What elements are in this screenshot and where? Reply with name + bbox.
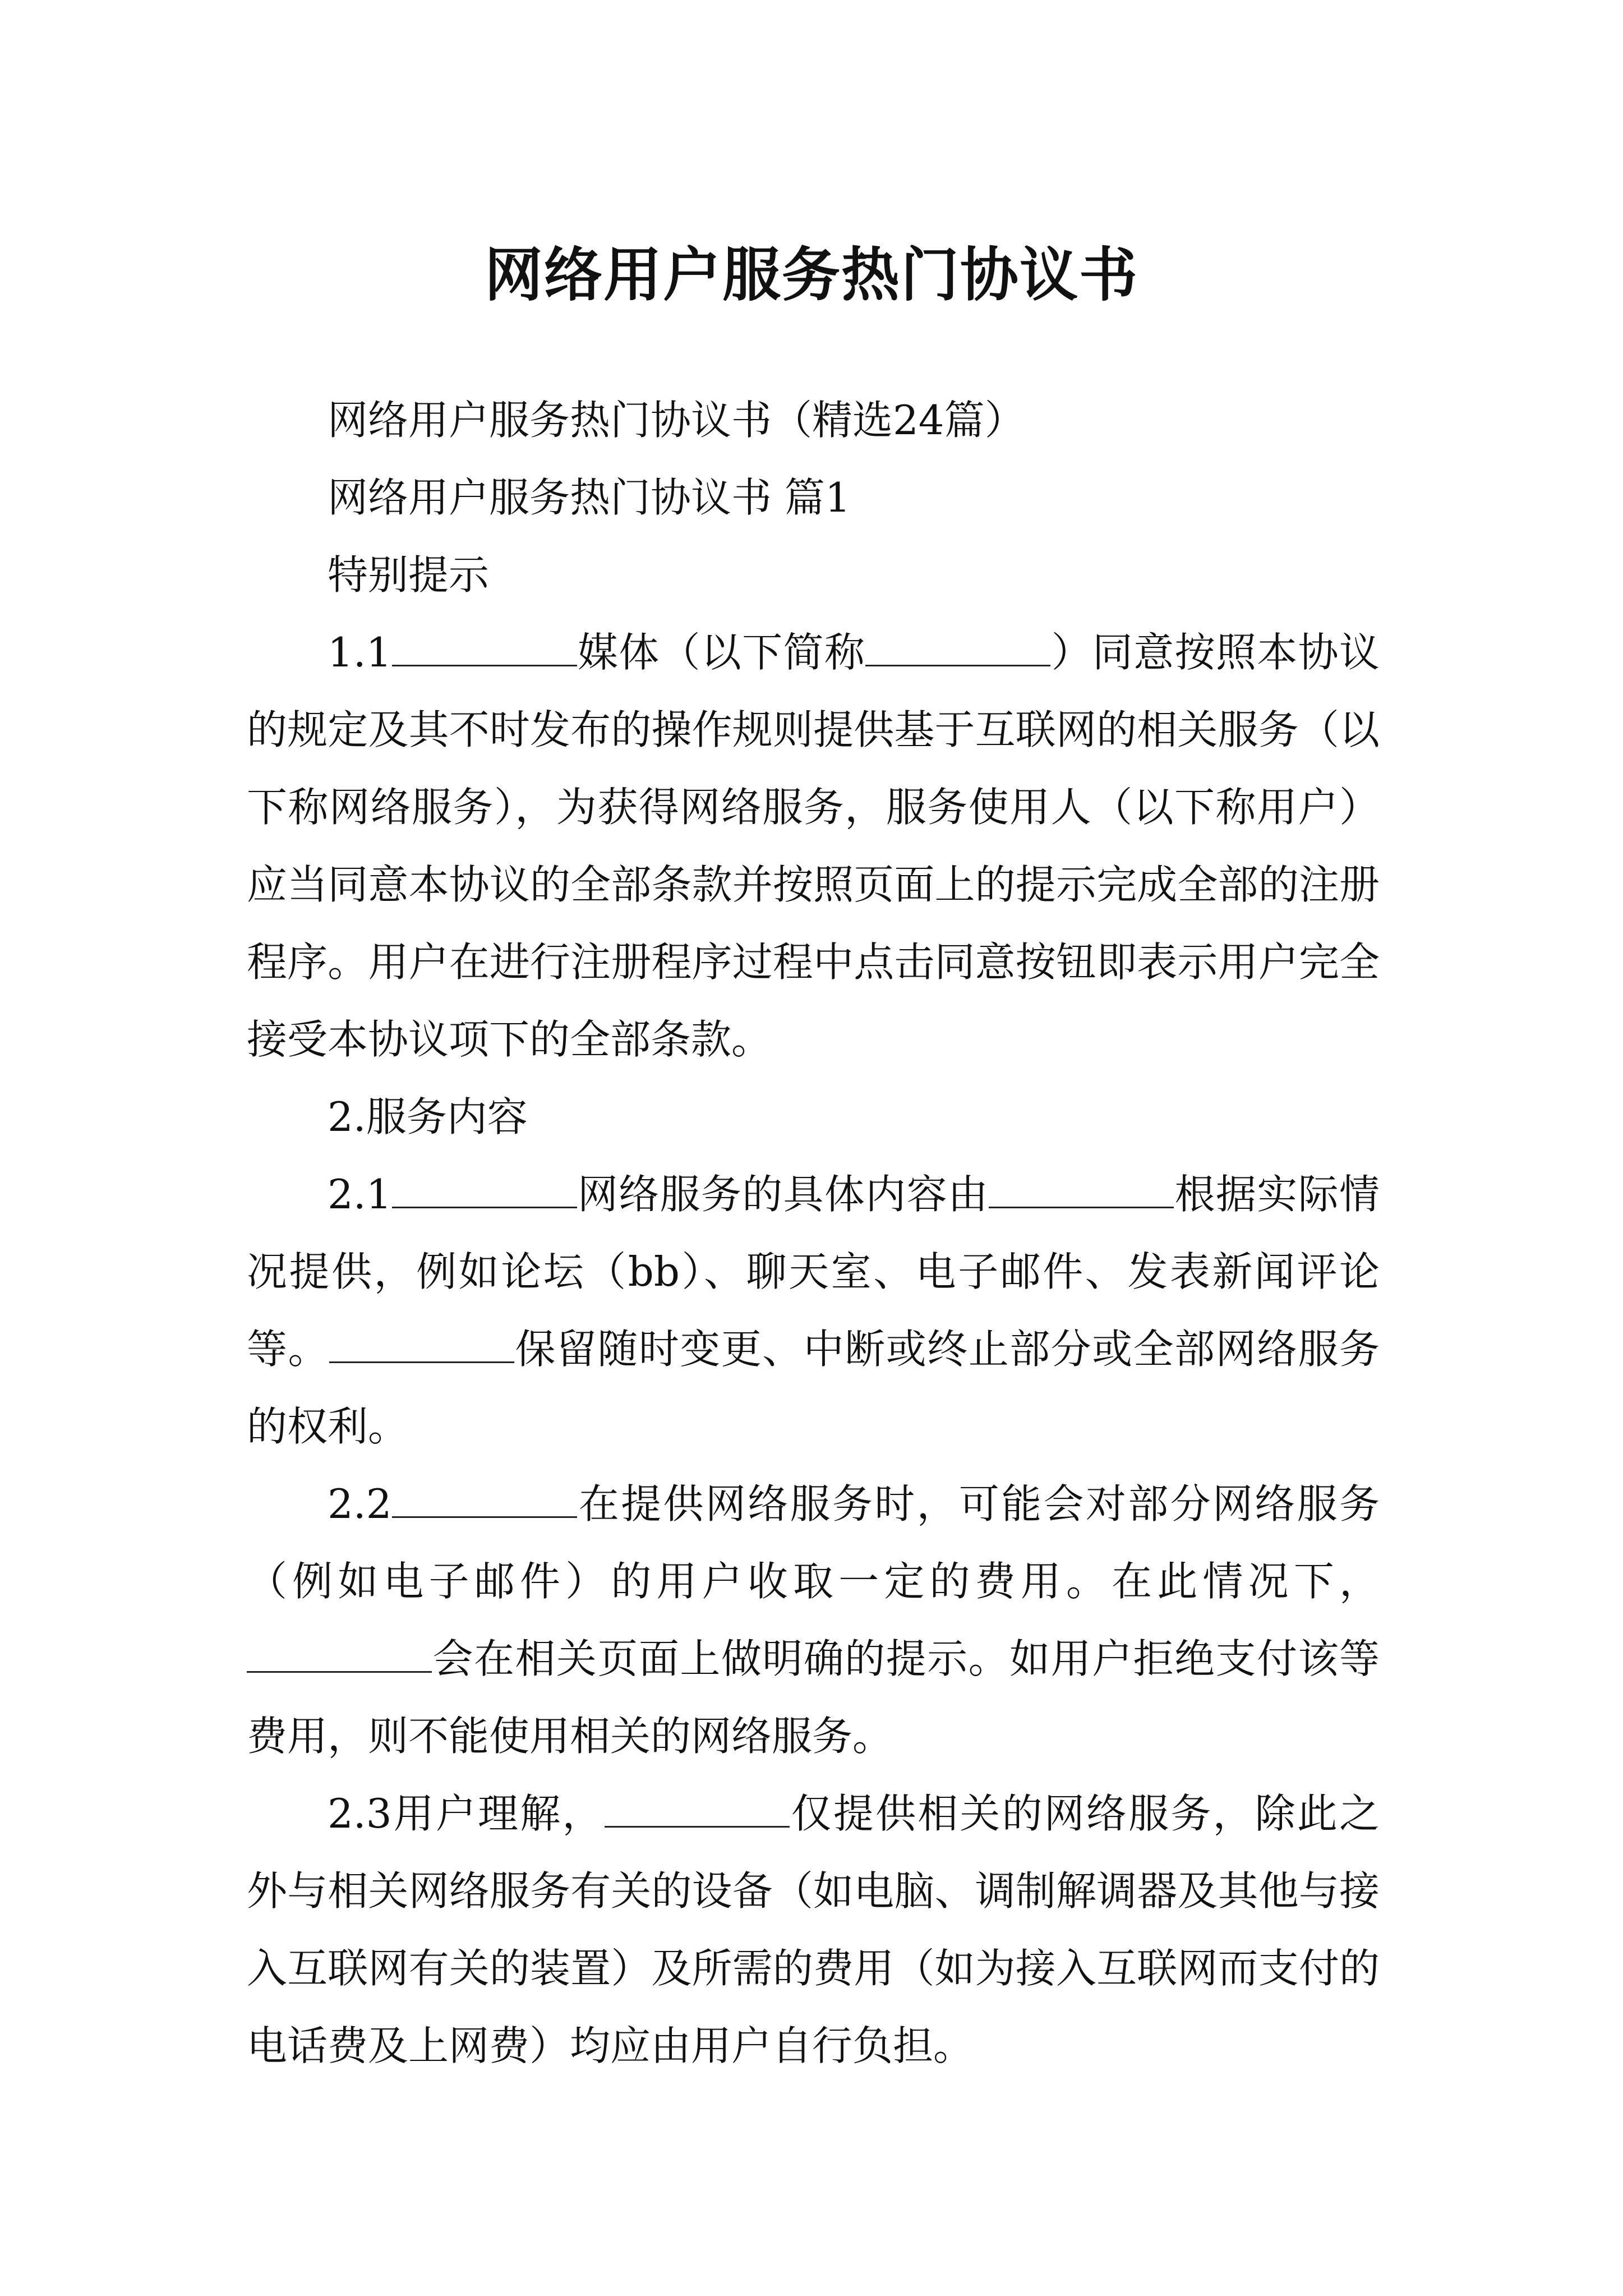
- fill-in-blank: [989, 1170, 1174, 1208]
- paragraph-text: 2.3用户理解，: [328, 1790, 605, 1837]
- fill-in-blank: [329, 1325, 514, 1363]
- paragraph: 网络用户服务热门协议书（精选24篇）: [328, 397, 1025, 444]
- document-body: [247, 381, 1380, 2085]
- paragraph-text: 根据实际情况提供，例如论坛（bb）、聊天室、电子邮件、发表新闻评论等。: [247, 1171, 1380, 1373]
- paragraph-text: 1.1: [328, 629, 392, 676]
- paragraph-text: 网络服务的具体内容由: [577, 1171, 989, 1218]
- paragraph-text: 会在相关页面上做明确的提示。如用户拒绝支付该等费用，则不能使用相关的网络服务。: [247, 1635, 1380, 1760]
- paragraph-text: 媒体（以下简称: [577, 629, 866, 676]
- document-title: 网络用户服务热门协议书: [484, 240, 1138, 309]
- paragraph-text: 在提供网络服务时，可能会对部分网络服务（例如电子邮件）的用户收取一定的费用。在此情况下，: [247, 1480, 1380, 1605]
- paragraph: 2.服务内容: [328, 1093, 528, 1140]
- fill-in-blank: [605, 1789, 790, 1828]
- fill-in-blank: [247, 1635, 432, 1673]
- paragraph-text: 2.1: [328, 1171, 392, 1218]
- paragraph: [247, 614, 1380, 1078]
- fill-in-blank: [392, 1170, 577, 1208]
- fill-in-blank: [392, 628, 577, 666]
- paragraph: 特别提示: [328, 551, 490, 599]
- paragraph-text: 2.2: [328, 1480, 392, 1527]
- fill-in-blank: [865, 628, 1050, 666]
- paragraph-text: ）同意按照本协议的规定及其不时发布的操作规则提供基于互联网的相关服务（以下称网络服务），为获得网络服务，服务使用人（以下称用户）应当同意本协议的全部条款并按照页面上的提示完成全部的注册程序。用户在进行注册程序过程中点击同意按钮即表示用户完全接受本协议项下的全部条款。: [247, 629, 1380, 1063]
- paragraph: [247, 1465, 1380, 1775]
- paragraph: [247, 1775, 1380, 2085]
- paragraph-text: 仅提供相关的网络服务，除此之外与相关网络服务有关的设备（如电脑、调制解调器及其他与接入互联网有关的装置）及所需的费用（如为接入互联网而支付的电话费及上网费）均应由用户自行负担。: [247, 1790, 1380, 2069]
- paragraph: [247, 1156, 1380, 1465]
- fill-in-blank: [392, 1480, 577, 1518]
- paragraph-text: 保留随时变更、中断或终止部分或全部网络服务的权利。: [247, 1326, 1380, 1450]
- paragraph: 网络用户服务热门协议书 篇1: [328, 474, 851, 521]
